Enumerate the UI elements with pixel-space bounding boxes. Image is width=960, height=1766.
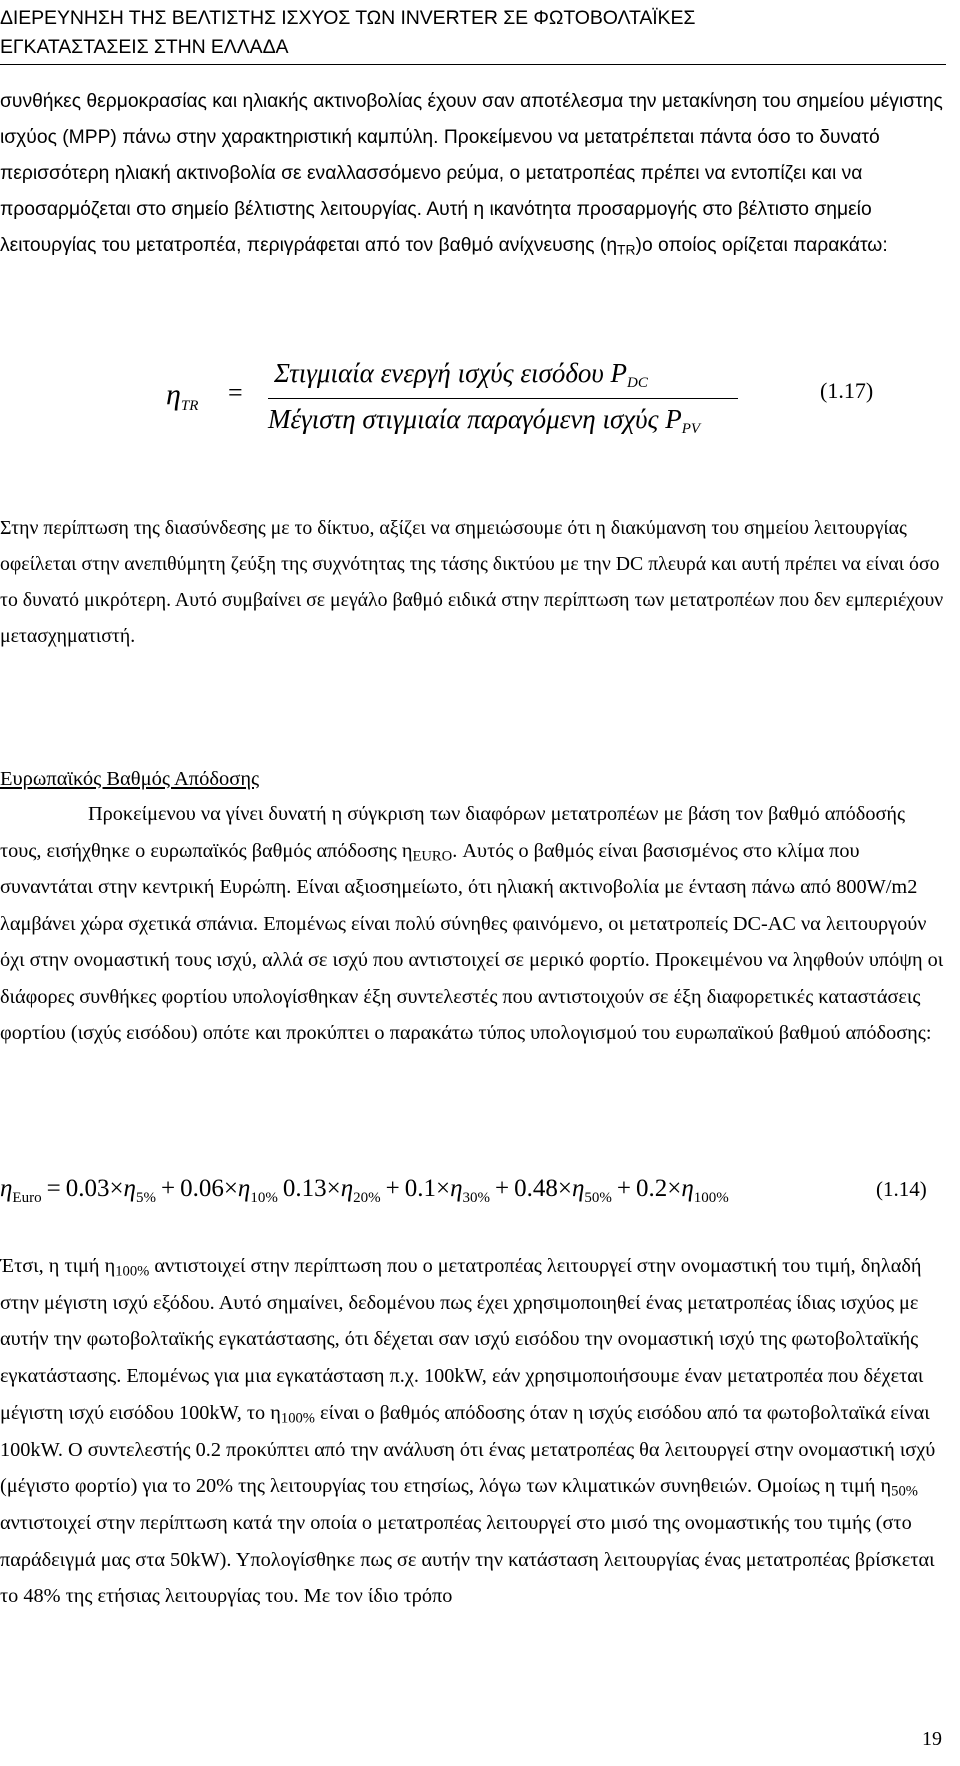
equation-term [380,1175,490,1206]
equation-term [489,1175,612,1206]
equation-symbol: η [237,1175,251,1202]
header-divider [0,64,946,65]
fraction-line [268,398,738,399]
paragraph-text: )ο οποίος ορίζεται παρακάτω: [635,235,888,256]
equation-times: × [326,1175,341,1202]
denominator-subscript: PV [681,421,701,437]
equation-lhs-subscript: TR [180,398,199,414]
equation-symbol: η [340,1175,354,1202]
fraction-denominator: Μέγιστη στιγμιαία παραγόμενη ισχύς $P_{PV}$ [268,404,701,437]
equation-times: × [667,1175,682,1202]
header-line-2: ΕΓΚΑΤΑΣΤΑΣΕΙΣ ΣΤΗΝ ΕΛΛΑΔΑ [0,36,289,58]
subscript-100: 100% [115,1263,150,1280]
paragraph-text: αντιστοιχεί στην περίπτωση που ο μετατροπέας λειτουργεί στην ονομαστική του τιμή, δηλαδή στην μέγιστη ισχύ εξόδου. Αυτό σημαίνει, δεδομένου πως έχει χρησιμοποιηθεί ένας μετατροπέας ίδιας ισχύος με αυτήν την φωτοβολταϊκής εγκατάστασης, ότι δέχεται σαν ισχύ εισόδου την ονομαστική ισχύ της φωτοβολταϊκής εγκατάστασης. Επομένως για μια εγκατάσταση π.χ. 100kW, εάν χρησιμοποιήσουμε έναν μετατροπέα που δέχεται μέγιστη ισχύ εισόδου 100kW, το η [0,1255,924,1424]
equation-coefficient: 0.03 [65,1175,110,1202]
equation-number: (1.14) [876,1177,927,1201]
equation-lhs-subscript: Euro [12,1190,42,1206]
header-line-1: ΔΙΕΡΕΥΝΗΣΗ ΤΗΣ ΒΕΛΤΙΣΤΗΣ ΙΣΧΥΟΣ ΤΩΝ INVERTER ΣΕ ΦΩΤΟΒΟΛΤΑΪΚΕΣ [0,7,696,29]
equals-sign: = [228,378,243,407]
equation-tracking-efficiency [0,358,950,462]
equation-symbol: η [681,1175,694,1202]
equation-lhs: η [0,1175,13,1202]
equation-operator: + [611,1175,636,1202]
subscript-euro: EURO [412,848,453,865]
equation-coefficient: 0.13 [282,1175,327,1202]
equation-coefficient: 0.1 [404,1175,436,1202]
equation-lhs: $\eta_{TR}$ [166,378,199,414]
equation-term [278,1175,381,1206]
equation-operator: + [155,1175,181,1202]
subscript-tr: TR [617,241,636,258]
equation-symbol: η [123,1175,136,1202]
paragraph-text: . Αυτός ο βαθμός είναι βασισμένος στο κλίμα που συναντάται στην κεντρική Ευρώπη. Είναι αξιοσημείωτο, ότι ηλιακή ακτινοβολία με ένταση πάνω από 800W/m2 λαμβάνει χώρα σχετικά σπάνια. Επομένως είναι πολύ σύνηθες φαινόμενο, οι μετατροπείς DC-AC να λειτουργούν όχι στην ονομαστική τους ισχύ, αλλά σε ισχύ που αντιστοιχεί σε μερικό φορτίο. Προκειμένου να ληφθούν υπόψη οι διάφορες συνθήκες φορτίου υπολογίσθηκαν έξη συντελεστές που αντιστοιχούν σε έξη διαφορετικές καταστάσεις φορτίου (ισχύς εισόδου) οπότε και προκύπτει ο παρακάτω τύπος υπολογισμού του ευρωπαϊκού βαθμού απόδοσης: [0,839,944,1044]
equation-symbol: η [450,1175,463,1202]
equation-operator: + [489,1175,515,1202]
equation-times: × [435,1175,451,1202]
equation-number: (1.17) [820,378,874,403]
paragraph-text: αντιστοιχεί στην περίπτωση κατά την οποία ο μετατροπέας λειτουργεί στο μισό της ονομαστικής του τιμής (στο παράδειγμά μας στα 50kW). Υπολογίσθηκε πως σε αυτήν την κατάσταση λειτουργίας ένας μετατροπέας βρίσκεται το 48% της ετήσιας λειτουργίας του. Με τον ίδιο τρόπο [0,1511,935,1608]
paragraph-grid-connection: Στην περίπτωση της διασύνδεσης με το δίκτυο, αξίζει να σημειώσουμε ότι η διακύμανση του σημείου λειτουργίας οφείλεται στην ανεπιθύμητη ζεύξη της συχνότητας της τάσης δικτύου με την DC πλευρά και αυτή πρέπει να είναι όσο το δυνατό μικρότερη. Αυτό συμβαίνει σε μεγάλο βαθμό ειδικά στην περίπτωση των μετατροπέων που δεν εμπεριέχουν μετασχηματιστή. [0,517,944,647]
equation-term-subscript: 100% [693,1190,729,1206]
paragraph-coefficients [0,1248,950,1615]
equation-coefficient: 0.06 [180,1175,224,1202]
paragraph-euro-efficiency [0,796,950,1052]
equation-coefficient: 0.48 [514,1175,558,1202]
page-number: 19 [922,1728,942,1750]
equation-term-subscript: 30% [462,1190,490,1206]
fraction-numerator: Στιγμιαία ενεργή ισχύς εισόδου $P_{DC}$ [274,358,648,391]
equation-term [41,1175,156,1206]
equation-operator: + [380,1175,405,1202]
equation-coefficient: 0.2 [635,1175,668,1202]
paragraph-mpp-tracking [0,84,950,264]
paragraph-text: συνθήκες θερμοκρασίας και ηλιακής ακτινοβολίας έχουν σαν αποτέλεσμα την μετακίνηση του σημείου μέγιστης ισχύος (MPP) πάνω στην χαρακτηριστική καμπύλη. Προκείμενου να μετατρέπεται πάντα όσο το δυνατό περισσότερη ηλιακή ακτινοβολία σε εναλλασσόμενο ρεύμα, ο μετατροπέας πρέπει να εντοπίζει και να προσαρμόζεται στο σημείο βέλτιστης λειτουργίας. Αυτή η ικανότητα προσαρμογής στο βέλτιστο σημείο λειτουργίας του μετατροπέα, περιγράφεται από τον βαθμό ανίχνευσης (η [0,91,943,256]
equation-symbol: η [571,1175,585,1202]
equation-term-subscript: 50% [584,1190,612,1206]
page-header [0,4,940,62]
equation-term-subscript: 5% [135,1190,156,1206]
equation-times: × [109,1175,124,1202]
subscript-50: 50% [891,1483,918,1500]
section-title: Ευρωπαϊκός Βαθμός Απόδοσης [0,768,260,790]
numerator-subscript: DC [627,375,648,391]
equation-times: × [223,1175,238,1202]
equation-times: × [557,1175,572,1202]
equation-term [611,1175,729,1206]
equation-operator: = [41,1175,66,1202]
paragraph-text: είναι ο βαθμός απόδοσης όταν η ισχύς εισόδου από τα φωτοβολταϊκά είναι 100kW. Ο συντελεστής 0.2 προκύπτει από την ανάλυση ότι ένας μετατροπέας θα λειτουργεί στην ονομαστική ισχύ (μέγιστο φορτίο) για το 20% της λειτουργίας του ετησίως, λόγω των κλιματικών συνηθειών. Ομοίως η τιμή η [0,1401,936,1498]
paragraph-text: Έτσι, η τιμή η [0,1255,116,1277]
paragraph-text: Προκείμενου να γίνει δυνατή η σύγκριση των διαφόρων μετατροπέων με βάση τον βαθμό απόδοσής τους, εισήχθηκε ο ευρωπαϊκός βαθμός απόδοσης η [0,803,906,862]
equation-expression [0,1175,729,1207]
equation-term-subscript: 20% [353,1190,381,1206]
equation-term [155,1175,278,1206]
equation-euro-efficiency [0,1175,950,1223]
equation-term-subscript: 10% [250,1190,278,1206]
subscript-100: 100% [280,1410,315,1427]
